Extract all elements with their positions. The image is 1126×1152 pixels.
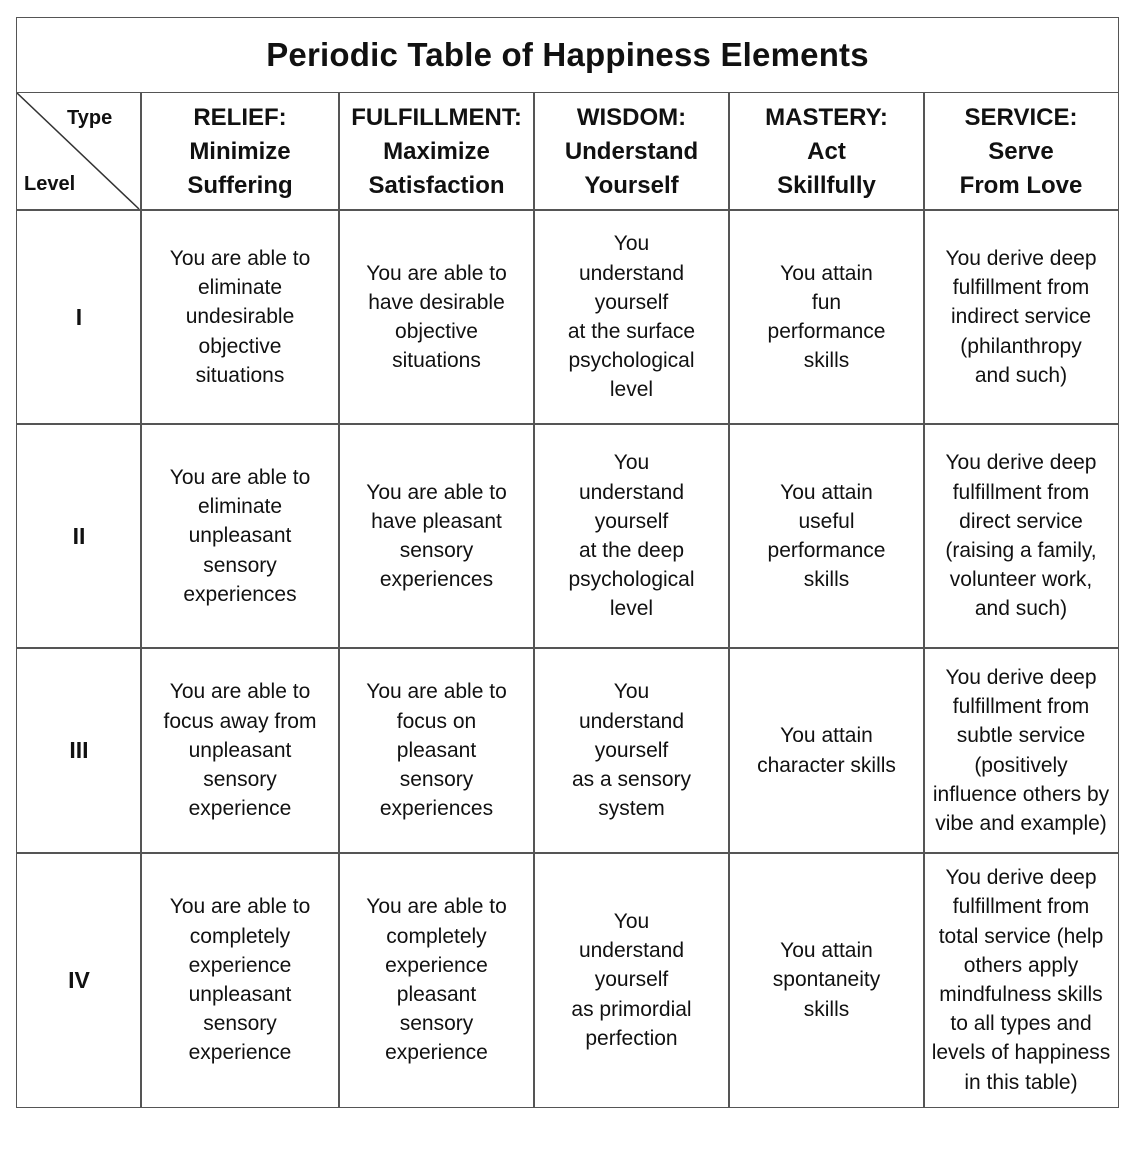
table-cell	[924, 210, 1118, 424]
table-cell-line: as a sensory	[571, 768, 692, 792]
table-cell-line: You are able to	[366, 480, 507, 504]
table-cell-text	[366, 677, 507, 823]
table-cell-line: performance	[767, 539, 886, 562]
column-header-line: FULFILLMENT:	[351, 103, 522, 131]
table-cell-line: sensory	[203, 768, 277, 792]
table-cell-line: You are able to	[169, 680, 311, 704]
table-cell	[339, 424, 534, 648]
table-cell-line: situations	[392, 349, 481, 373]
table-cell-text	[170, 892, 311, 1067]
table-cell-text	[571, 907, 691, 1053]
column-header	[534, 93, 729, 210]
column-header-line: From Love	[959, 171, 1083, 199]
table-cell-line: fulfillment from	[952, 695, 1090, 719]
table-cell-text	[366, 259, 507, 376]
table-cell-text	[933, 663, 1109, 838]
table-cell	[141, 648, 339, 853]
table-title: Periodic Table of Happiness Elements	[266, 36, 869, 73]
table-cell-line: focus on	[396, 709, 477, 733]
column-header-line: Understand	[564, 137, 699, 165]
column-header-line: Suffering	[187, 171, 293, 199]
level-label: I	[75, 303, 83, 330]
table-cell-line: completely	[189, 924, 291, 948]
table-cell-line: yourself	[594, 968, 669, 992]
table-cell-line: to all types and	[950, 1012, 1092, 1036]
table-cell-line: (positively	[974, 753, 1068, 777]
column-header-line: Skillfully	[777, 171, 876, 199]
happiness-table	[16, 17, 1119, 1108]
table-cell-text	[366, 892, 507, 1067]
table-cell-line: (raising a family,	[945, 539, 1097, 562]
column-header-line: RELIEF:	[193, 103, 287, 131]
table-cell	[534, 210, 729, 424]
table-cell-line: pleasant	[396, 983, 477, 1006]
table-cell-text	[932, 863, 1111, 1097]
table-cell-line: understand	[578, 261, 685, 285]
table-cell-line: experiences	[379, 797, 494, 821]
table-cell-text	[768, 259, 886, 376]
table-cell-line: perfection	[585, 1026, 678, 1050]
table-cell-text	[572, 677, 691, 823]
table-cell-line: You attain	[780, 261, 873, 285]
table-cell-line: volunteer work,	[949, 568, 1093, 592]
table-cell-line: at the surface	[567, 320, 696, 343]
level-label: II	[72, 522, 86, 549]
table-cell-line: fulfillment from	[952, 276, 1090, 300]
table-cell-line: You are able to	[366, 261, 507, 285]
column-header-line: Act	[807, 137, 846, 165]
table-cell	[141, 853, 339, 1107]
table-cell-line: sensory	[399, 1012, 474, 1036]
table-cell-line: You are able to	[366, 895, 507, 919]
table-cell-line: as primordial	[571, 997, 692, 1021]
table-cell-line: You derive deep	[945, 246, 1097, 270]
table-cell-text	[945, 244, 1096, 390]
table-cell-line: useful	[798, 509, 855, 533]
column-header-text	[765, 101, 888, 203]
table-cell-line: You derive deep	[945, 866, 1097, 890]
table-cell-line: skills	[803, 997, 850, 1021]
column-header-line: MASTERY:	[765, 103, 888, 131]
table-cell-line: You are able to	[169, 246, 311, 270]
table-cell-text	[945, 448, 1096, 623]
table-cell	[534, 648, 729, 853]
table-cell-line: You are able to	[169, 895, 311, 919]
column-header	[141, 93, 339, 210]
table-cell-line: levels of happiness	[931, 1041, 1111, 1065]
column-header	[339, 93, 534, 210]
title-row	[17, 18, 1118, 93]
table-cell-line: experiences	[379, 568, 494, 592]
table-cell-text	[164, 677, 317, 823]
table-cell-line: psychological	[568, 568, 695, 592]
table-cell-line: total service (help	[938, 924, 1104, 948]
table-cell-line: sensory	[399, 539, 474, 562]
table-cell	[534, 853, 729, 1107]
table-cell-line: spontaneity	[772, 968, 881, 992]
table-cell-line: You	[613, 680, 650, 704]
table-cell-line: skills	[803, 568, 850, 592]
table-cell-text	[170, 244, 311, 390]
column-header-line: Serve	[988, 137, 1054, 165]
type-axis-label: Type	[67, 107, 113, 129]
table-cell-line: character skills	[757, 753, 896, 777]
table-cell-line: direct service	[959, 509, 1083, 533]
table-cell-line: You derive deep	[945, 451, 1097, 475]
table-cell	[924, 648, 1118, 853]
table-cell-line: skills	[803, 349, 850, 373]
table-cell-line: understand	[578, 939, 685, 963]
table-cell-text	[768, 478, 886, 595]
table-cell	[924, 424, 1118, 648]
column-header-line: WISDOM:	[576, 103, 687, 131]
table-cell	[339, 210, 534, 424]
table-cell-line: have desirable	[368, 290, 505, 314]
table-cell-line: You derive deep	[945, 665, 1097, 689]
table-cell-line: You attain	[780, 939, 873, 963]
column-header	[924, 93, 1118, 210]
table-cell-text	[773, 936, 880, 1024]
table-cell-line: You	[613, 909, 650, 933]
level-label: IV	[68, 966, 90, 993]
table-cell-line: You attain	[780, 480, 873, 504]
table-cell-line: undesirable	[185, 305, 295, 329]
table-cell-line: yourself	[594, 290, 669, 314]
table-cell-line: indirect service	[950, 305, 1092, 329]
table-cell-line: unpleasant	[188, 524, 292, 548]
table-cell-line: fulfillment from	[952, 895, 1090, 919]
table-cell-line: mindfulness skills	[939, 983, 1103, 1006]
table-cell-line: experience	[188, 1041, 292, 1065]
column-header	[729, 93, 924, 210]
table-cell-line: unpleasant	[188, 983, 292, 1006]
table-cell-line: yourself	[594, 509, 669, 533]
table-cell-line: psychological	[568, 349, 695, 373]
table-cell-line: (philanthropy	[960, 334, 1082, 358]
table-cell	[141, 210, 339, 424]
table-cell	[339, 648, 534, 853]
table-cell-line: at the deep	[578, 539, 685, 562]
table-cell-line: level	[609, 597, 654, 621]
table-cell-text	[170, 463, 311, 609]
table-cell-line: in this table)	[964, 1070, 1078, 1094]
table-cell-line: experience	[188, 797, 292, 821]
table-cell	[534, 424, 729, 648]
table-cell-line: system	[598, 797, 665, 821]
level-axis-label: Level	[24, 173, 76, 195]
table-cell	[141, 424, 339, 648]
table-cell-line: unpleasant	[188, 738, 292, 762]
table-cell-line: and such)	[974, 597, 1068, 621]
table-cell	[729, 853, 924, 1107]
table-cell-line: subtle service	[956, 724, 1086, 748]
table-cell	[729, 648, 924, 853]
table-cell-line: pleasant	[396, 738, 477, 762]
table-cell-line: have pleasant	[371, 509, 502, 533]
table-cell-line: You are able to	[169, 465, 311, 489]
column-header-text	[960, 101, 1083, 203]
table-cell-line: vibe and example)	[935, 811, 1107, 835]
table-cell-line: fulfillment from	[952, 480, 1090, 504]
table-cell-line: yourself	[594, 738, 669, 762]
table-cell-line: You are able to	[366, 680, 507, 704]
table-cell-line: You	[613, 451, 650, 475]
table-cell-line: eliminate	[197, 495, 283, 519]
corner-header	[17, 93, 141, 210]
column-header-line: Minimize	[189, 137, 291, 165]
table-cell-line: and such)	[974, 363, 1068, 387]
table-cell	[339, 853, 534, 1107]
table-cell-line: You attain	[780, 724, 873, 748]
table-cell-line: experience	[385, 953, 488, 977]
table-cell-line: focus away from	[163, 709, 317, 733]
level-label: III	[69, 737, 89, 763]
table-cell-line: You	[613, 232, 650, 256]
column-header-line: Maximize	[383, 137, 490, 165]
table-cell-text	[757, 721, 896, 779]
table-cell-line: experience	[188, 953, 292, 977]
table-cell-line: completely	[386, 924, 487, 948]
column-header-line: SERVICE:	[964, 103, 1078, 131]
column-header-text	[565, 101, 698, 203]
table-cell-line: influence others by	[932, 782, 1110, 806]
table-cell-line: eliminate	[197, 276, 283, 300]
table-cell-line: others apply	[963, 953, 1079, 977]
table-cell-line: understand	[578, 480, 685, 504]
table-cell	[924, 853, 1118, 1107]
table-cell-line: fun	[811, 290, 842, 314]
table-cell-line: objective	[395, 320, 478, 343]
column-header-text	[187, 101, 292, 203]
table-cell-line: sensory	[203, 553, 277, 577]
table-cell-text	[568, 448, 694, 623]
table-cell-line: level	[609, 378, 654, 402]
table-cell-line: objective	[198, 334, 282, 358]
column-header-line: Satisfaction	[368, 171, 505, 199]
table-cell-line: performance	[767, 320, 886, 343]
table-cell-text	[366, 478, 507, 595]
table-cell-line: experiences	[183, 582, 297, 606]
column-header-line: Yourself	[584, 171, 679, 199]
table-cell	[729, 210, 924, 424]
table-cell-line: experience	[385, 1041, 488, 1065]
table-cell-line: understand	[578, 709, 685, 733]
table-cell-line: situations	[195, 363, 285, 387]
table-cell-text	[568, 229, 695, 404]
table-cell-line: sensory	[399, 768, 474, 792]
column-header-text	[351, 101, 522, 203]
table-cell-line: sensory	[203, 1012, 277, 1036]
table-cell	[729, 424, 924, 648]
